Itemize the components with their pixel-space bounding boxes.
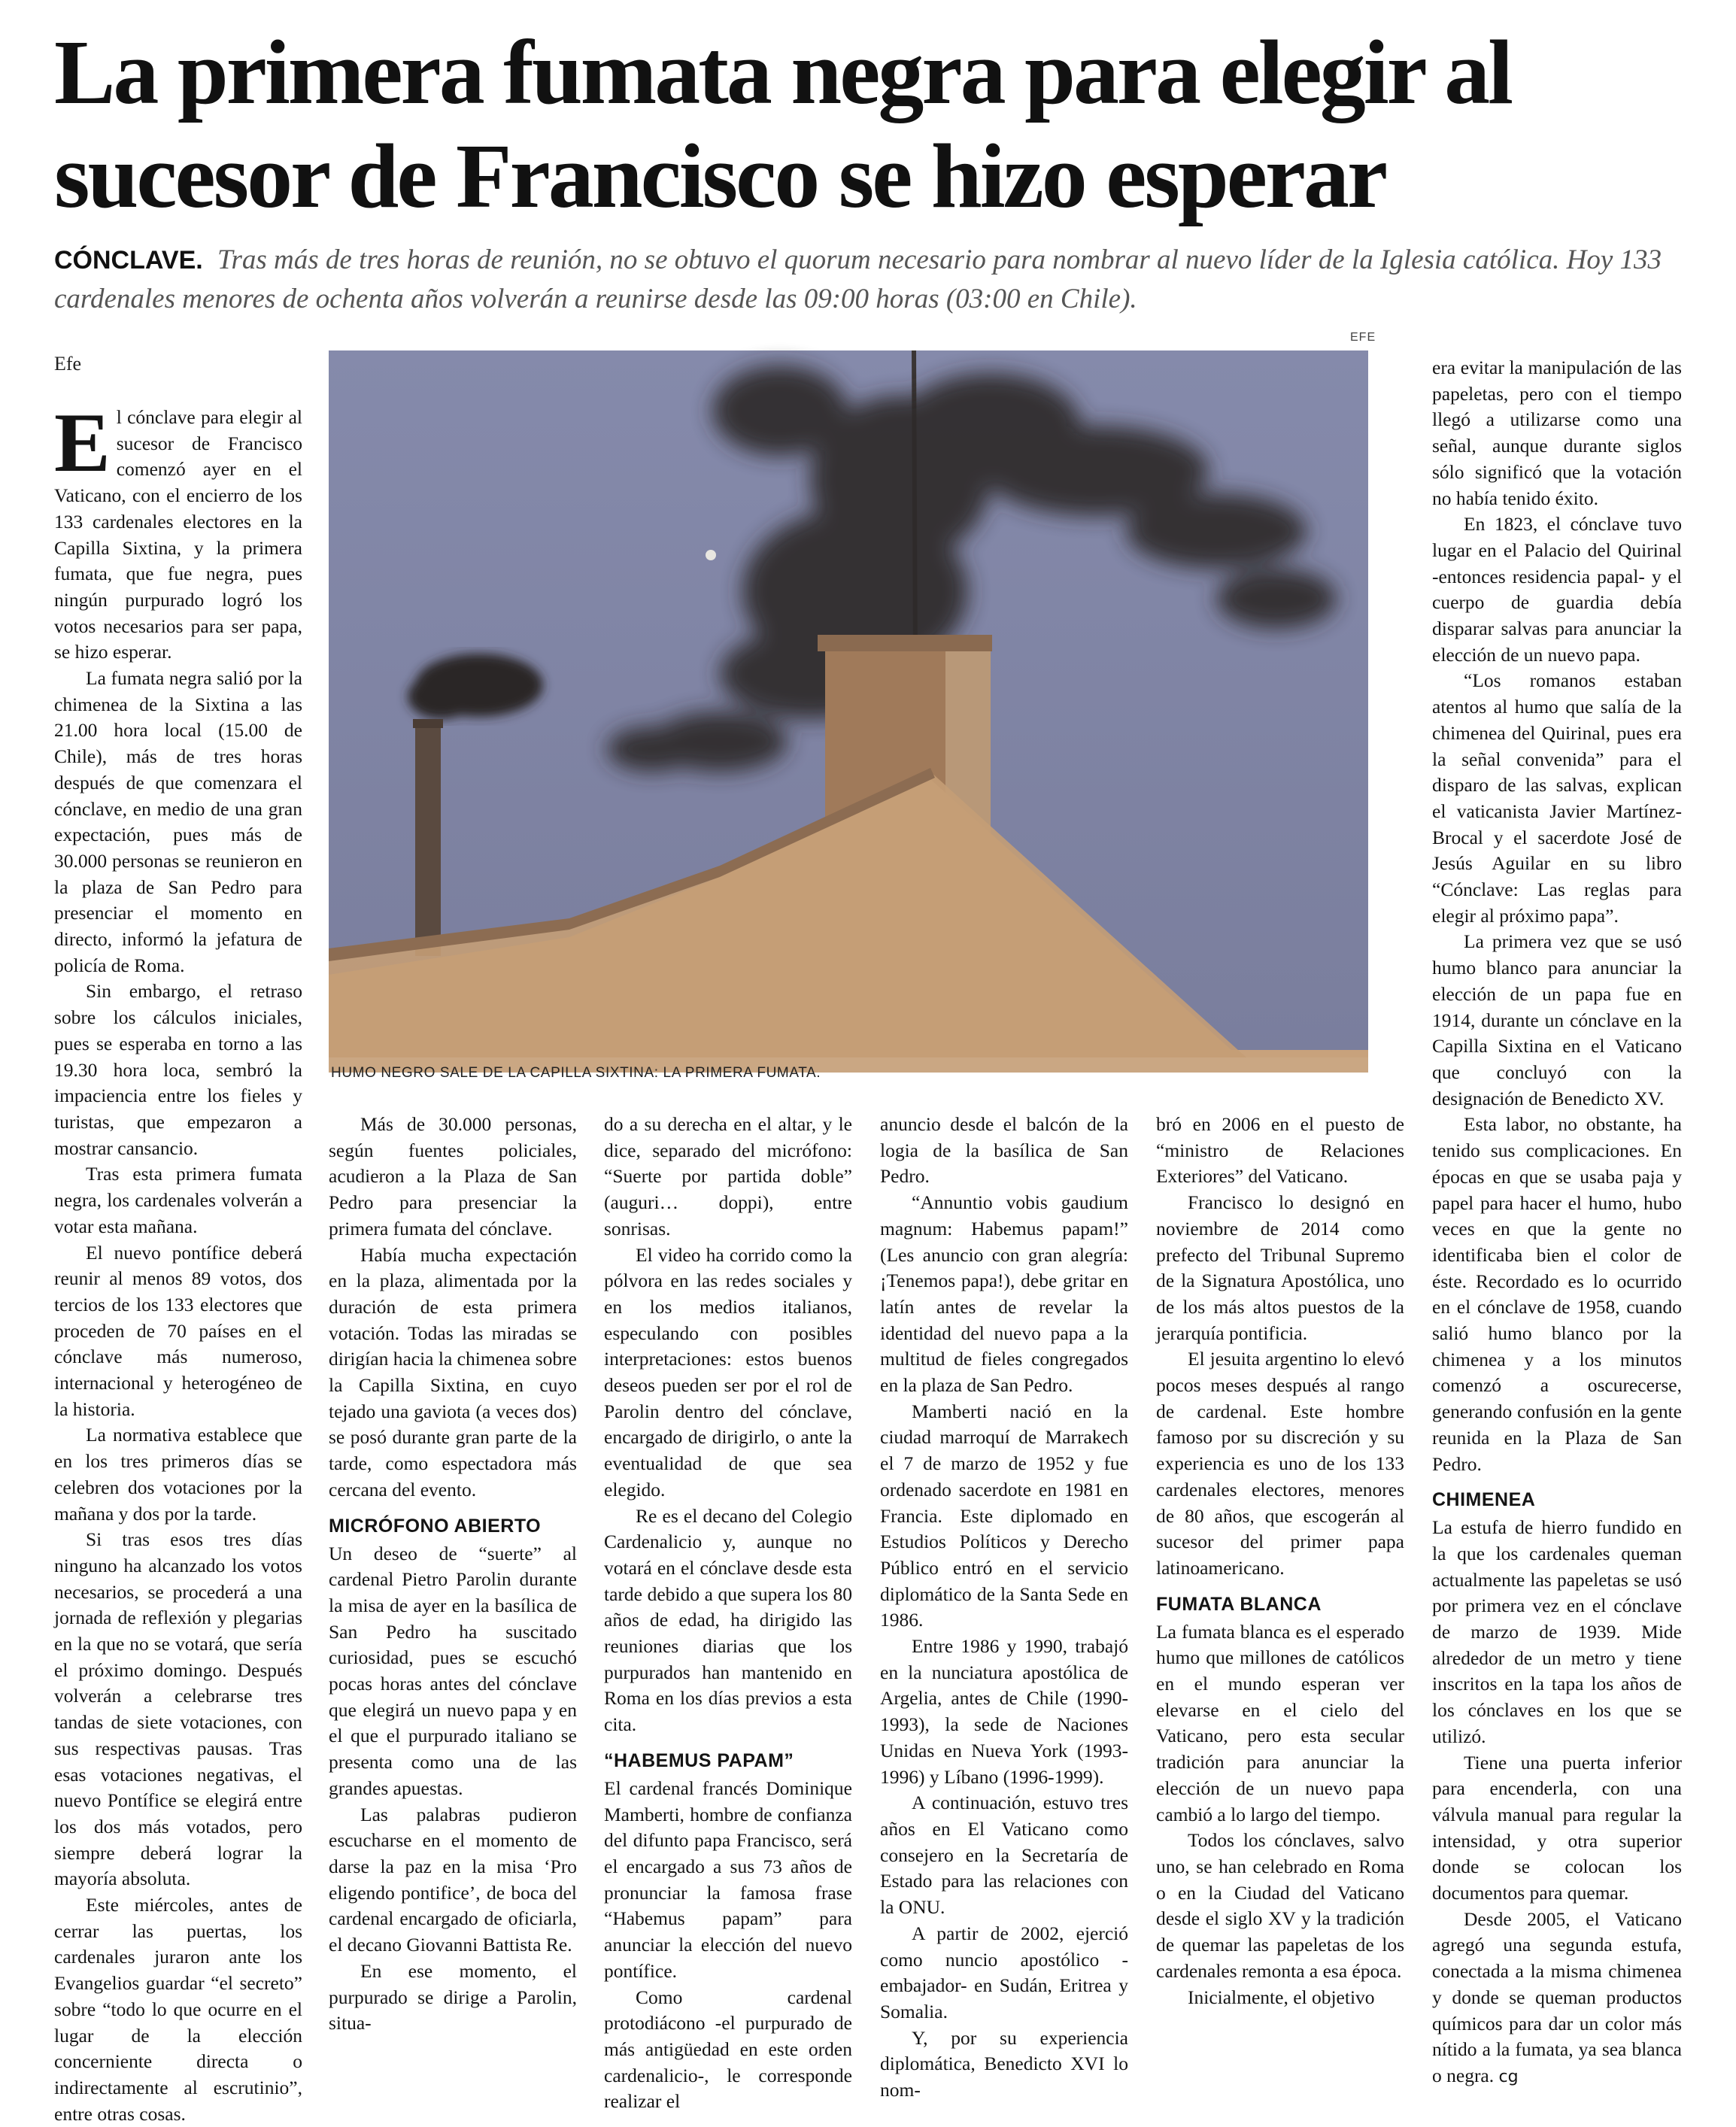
paragraph: Esta labor, no obstante, ha tenido sus complicaciones. En épocas en que se usaba paja y papel para hacer el humo, hubo veces en que la gente no identificaba bien el color de éste. Recordado es lo ocurrido en el cónclave de 1958, cuando salió humo blanco por la chimenea y a los minutos comenzó a oscurecerse, generando confusión en la gente reunida en la Plaza de San Pedro. bbox=[1432, 1113, 1682, 1475]
paragraph: Entre 1986 y 1990, trabajó en la nunciatura apostólica de Argelia, antes de Chile (1990-1993), la sede de Naciones Unidas en Nueva York (1993-1996) y Líbano (1996-1999). bbox=[880, 1635, 1128, 1788]
paragraph: Mamberti nació en la ciudad marroquí de Marrakech el 7 de marzo de 1952 y fue ordenado sacerdote en 1981 en Francia. Este diplomado en Estudios Políticos y Derecho Público entró en el servicio diplomático de la Santa Sede en 1986. bbox=[880, 1400, 1128, 1631]
headline-line-1: La primera fumata negra para elegir al bbox=[54, 22, 1512, 123]
lead-text: Tras más de tres horas de reunión, no se obtuvo el quorum necesario para nombrar al nuevo líder de la Iglesia católica. Hoy 133 cardenales menores de ochenta años volverán a reunirse desde las 09:00 horas (03:00 en Chile). bbox=[54, 244, 1662, 314]
paragraph: La estufa de hierro fundido en la que los cardenales queman actualmente las papeletas se usó por primera vez en el cónclave de marzo de 1939. Mide alrededor de un metro y tiene inscritos en la tapa los años de los cónclaves en los que se utilizó. bbox=[1432, 1516, 1682, 1747]
photo-credit: EFE bbox=[1350, 331, 1376, 344]
paragraph: Sin embargo, el retraso sobre los cálculos iniciales, pues se esperaba en torno a las 19.30 hora loca, sembró la impaciencia entre los fieles y turistas, que empezaron a mostrar cansancio. bbox=[54, 980, 302, 1159]
lead-kicker: CÓNCLAVE. bbox=[54, 246, 203, 275]
paragraph: Todos los cónclaves, salvo uno, se han celebrado en Roma o en la Ciudad del Vaticano desde el siglo XV y la tradición de quemar las papeletas de los cardenales remonta a esa época. bbox=[1156, 1829, 1404, 1982]
paragraph: Más de 30.000 personas, según fuentes policiales, acudieron a la Plaza de San Pedro para presenciar la primera fumata del cónclave. bbox=[329, 1113, 577, 1239]
article-column-5 bbox=[1156, 1112, 1404, 2014]
article-column-2 bbox=[329, 1112, 577, 2034]
paragraph: En ese momento, el purpurado se dirige a Parolin, situa- bbox=[329, 1959, 577, 2034]
paragraph: Francisco lo designó en noviembre de 2014 como prefecto del Tribunal Supremo de la Signatura Apostólica, uno de los más altos puestos de la jerarquía pontificia. bbox=[1156, 1191, 1404, 1344]
paragraph: anuncio desde el balcón de la logia de la basílica de San Pedro. bbox=[880, 1113, 1128, 1188]
headline bbox=[54, 21, 1686, 229]
article-column-4 bbox=[880, 1112, 1128, 2101]
paragraph: Si tras esos tres días ninguno ha alcanzado los votos necesarios, se procederá a una jornada de reflexión y plegarias en la que no se votará, que sería el próximo domingo. Después volverán a celebrarse tres tandas de siete votaciones, con sus respectivas pausas. Tras esas votaciones negativas, el nuevo Pontífice se elegirá entre los dos más votados, pero siempre deberá lograr la mayoría absoluta. bbox=[54, 1528, 302, 1890]
paragraph: La fumata negra salió por la chimenea de la Sixtina a las 21.00 hora local (15.00 de Chile), más de tres horas después de que comenzara el cónclave, en medio de una gran expectación, pues más de 30.000 personas se reunieron en la plaza de San Pedro para presenciar el momento en directo, informó la jefatura de policía de Roma. bbox=[54, 667, 302, 976]
paragraph: Inicialmente, el objetivo bbox=[1188, 1986, 1375, 2008]
paragraph-text: Desde 2005, el Vaticano agregó una segunda estufa, conectada a la misma chimenea y donde se queman productos químicos para dar un color más nítido a la fumata, ya sea blanca o negra. bbox=[1432, 1907, 1682, 2086]
paragraph bbox=[54, 396, 302, 666]
section-heading: MICRÓFONO ABIERTO bbox=[329, 1515, 542, 1537]
paragraph: La normativa establece que en los tres primeros días se celebren dos votaciones por la mañana y dos por la tarde. bbox=[54, 1424, 302, 1525]
paragraph: En 1823, el cónclave tuvo lugar en el Palacio del Quirinal -entonces residencia papal- y el cuerpo de guardia debía disparar salvas para anunciar la elección de un nuevo papa. bbox=[1432, 513, 1682, 666]
paragraph: do a su derecha en el altar, y le dice, separado del micrófono: “Suerte por partida doble” (auguri… doppi), entre sonrisas. bbox=[604, 1113, 852, 1239]
paragraph bbox=[1432, 1907, 1682, 2091]
paragraph: El jesuita argentino lo elevó pocos meses después al rango de cardenal. Este hombre famoso por su discreción y su experiencia es uno de los 133 cardenales electores, menores de 80 años, que escogerán al sucesor del primer papa latinoamericano. bbox=[1156, 1348, 1404, 1579]
paragraph: era evitar la manipulación de las papeletas, pero con el tiempo llegó a utilizarse como una señal, aunque durante siglos sólo significó que la votación no había tenido éxito. bbox=[1432, 357, 1682, 509]
paragraph-text: l cónclave para elegir al sucesor de Francisco comenzó ayer en el Vaticano, con el encierro de los 133 cardenales electores en la Capilla Sixtina, y la primera fumata, que fue negra, pues ningún purpurado logró los votos necesarios para ser papa, se hizo esperar. bbox=[54, 406, 302, 663]
paragraph: La primera vez que se usó humo blanco para anunciar la elección de un papa fue en 1914, durante un cónclave en la Capilla Sixtina en el Vaticano que concluyó con la designación de Benedicto XV. bbox=[1432, 930, 1682, 1109]
article-column-3 bbox=[604, 1112, 852, 2113]
article-column-6 bbox=[1432, 355, 1682, 2086]
paragraph: Este miércoles, antes de cerrar las puertas, los cardenales juraron ante los Evangelios guardar “el secreto” sobre “todo lo que ocurre en el lugar de la elección concerniente directa o indirectamente al escrutinio”, entre otras cosas. bbox=[54, 1894, 302, 2125]
end-of-article-mark: cg bbox=[1498, 2068, 1519, 2086]
paragraph: Las palabras pudieron escucharse en el momento de darse la paz en la misa ‘Pro eligendo pontifice’, de boca del cardenal encargado de oficiarla, el decano Giovanni Battista Re. bbox=[329, 1803, 577, 1956]
paragraph: Re es el decano del Colegio Cardenalicio y, aunque no votará en el cónclave desde esta tarde debido a que supera los 80 años de edad, ha dirigido las reuniones diarias que los purpurados han mantenido en Roma en los días previos a esta cita. bbox=[604, 1504, 852, 1736]
paragraph: La fumata blanca es el esperado humo que millones de católicos en el mundo esperan ver elevarse en el cielo del Vaticano, pero esta secular tradición para anunciar la elección de un nuevo papa cambió a lo largo del tiempo. bbox=[1156, 1620, 1404, 1825]
section-heading: “HABEMUS PAPAM” bbox=[604, 1749, 794, 1771]
paragraph: El video ha corrido como la pólvora en las redes sociales y en los medios italianos, especulando con posibles interpretaciones: estos buenos deseos pueden ser por el rol de Parolin dentro del cónclave, encargado de dirigirlo, o ante la eventualidad de que sea elegido. bbox=[604, 1243, 852, 1500]
byline: Efe bbox=[54, 353, 82, 375]
headline-line-2: sucesor de Francisco se hizo esperar bbox=[54, 126, 1386, 227]
article-column-1 bbox=[54, 396, 302, 2125]
section-heading: CHIMENEA bbox=[1432, 1489, 1536, 1511]
paragraph: Y, por su experiencia diplomática, Benedicto XVI lo nom- bbox=[880, 2026, 1128, 2101]
section-heading: FUMATA BLANCA bbox=[1156, 1593, 1322, 1615]
paragraph: Tras esta primera fumata negra, los cardenales volverán a votar esta mañana. bbox=[54, 1163, 302, 1237]
paragraph: Había mucha expectación en la plaza, alimentada por la duración de esta primera votación. Todas las miradas se dirigían hacia la chimenea sobre la Capilla Sixtina, en cuyo tejado una gaviota (a veces dos) se posó durante gran parte de la tarde, como espectadora más cercana del evento. bbox=[329, 1243, 577, 1500]
lead-paragraph bbox=[54, 241, 1694, 319]
paragraph: bró en 2006 en el puesto de “ministro de Relaciones Exteriores” del Vaticano. bbox=[1156, 1113, 1404, 1188]
paragraph: Como cardenal protodiácono -el purpurado de más antigüedad en este orden cardenalicio-, le corresponde realizar el bbox=[604, 1986, 852, 2113]
paragraph: “Los romanos estaban atentos al humo que salía de la chimenea del Quirinal, pues era la señal convenida” para el disparo de las salvas, explican el vaticanista Javier Martínez-Brocal y el sacerdote José de Jesús Aguilar en su libro “Cónclave: Las reglas para elegir al próximo papa”. bbox=[1432, 669, 1682, 927]
article-photo bbox=[329, 350, 1368, 1057]
dropcap: E bbox=[54, 396, 111, 490]
photo-caption: HUMO NEGRO SALE DE LA CAPILLA SIXTINA: LA PRIMERA FUMATA. bbox=[331, 1065, 821, 1081]
paragraph: Un deseo de “suerte” al cardenal Pietro Parolin durante la misa de ayer en la basílica de San Pedro ha suscitado curiosidad, pues se escuchó pocas horas antes del cónclave que elegirá un nuevo papa y en el que el purpurado italiano se presenta como una de las grandes apuestas. bbox=[329, 1542, 577, 1799]
paragraph: “Annuntio vobis gaudium magnum: Habemus papam!” (Les anuncio con gran alegría: ¡Tenemos papa!), debe gritar en latín antes de revelar la identidad del nuevo papa a la multitud de fieles congregados en la plaza de San Pedro. bbox=[880, 1191, 1128, 1397]
paragraph: El cardenal francés Dominique Mamberti, hombre de confianza del difunto papa Francisco, será el encargado a sus 73 años de pronunciar la famosa frase “Habemus papam” para anunciar la elección del nuevo pontífice. bbox=[604, 1777, 852, 1982]
paragraph: A continuación, estuvo tres años en El Vaticano como consejero en la Secretaría de Estado para las relaciones con la ONU. bbox=[880, 1792, 1128, 1919]
smoke-chimney-illustration bbox=[329, 350, 1368, 1057]
paragraph: Tiene una puerta inferior para encenderla, con una válvula manual para regular la intensidad, y otra superior donde se colocan los documentos para quemar. bbox=[1432, 1751, 1682, 1904]
paragraph: A partir de 2002, ejerció como nuncio apostólico -embajador- en Sudán, Eritrea y Somalia. bbox=[880, 1922, 1128, 2022]
paragraph: El nuevo pontífice deberá reunir al menos 89 votos, dos tercios de los 133 electores que proceden de 70 países en el cónclave más numeroso, internacional y heterogéneo de la historia. bbox=[54, 1241, 302, 1420]
